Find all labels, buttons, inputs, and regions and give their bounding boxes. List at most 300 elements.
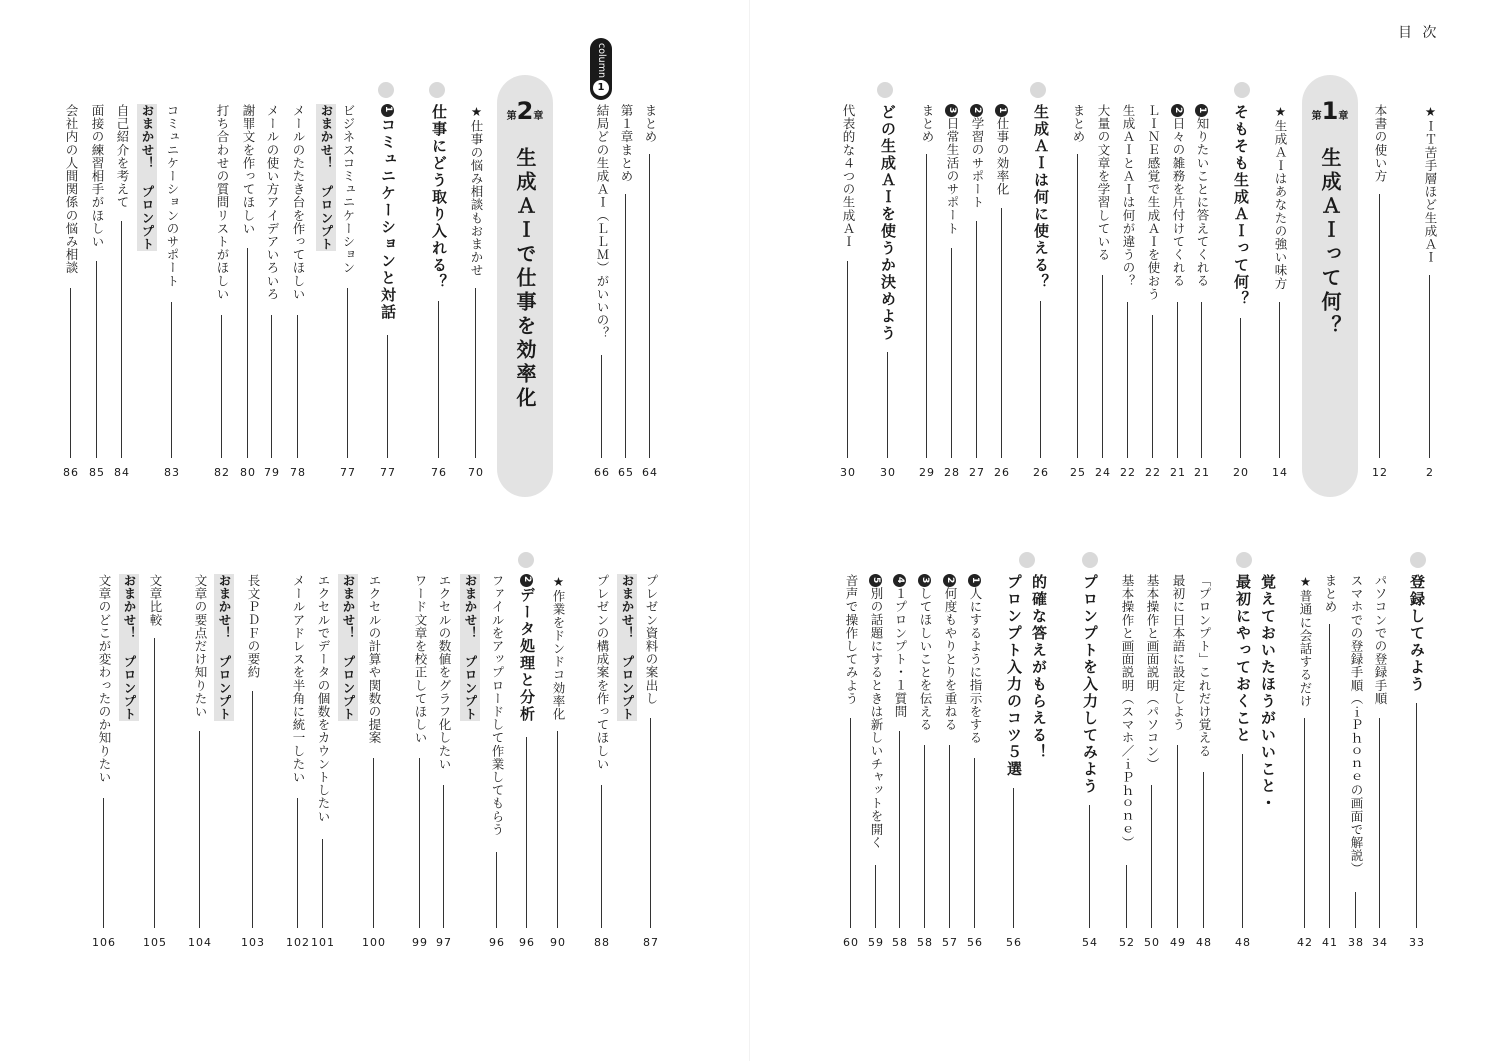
entry-title bbox=[967, 104, 987, 209]
page-number: 104 bbox=[188, 936, 212, 949]
toc-top-entry bbox=[838, 104, 858, 488]
page-number: 80 bbox=[240, 466, 256, 479]
entry-title bbox=[87, 104, 107, 248]
page-number: 97 bbox=[436, 936, 452, 949]
toc-top-entry bbox=[87, 104, 107, 488]
entry-number-badge: 3 bbox=[918, 574, 931, 587]
leader-line bbox=[387, 335, 388, 458]
entry-title bbox=[1093, 104, 1113, 261]
toc-bottom-entry bbox=[145, 574, 165, 958]
leader-line bbox=[926, 154, 927, 458]
entry-title bbox=[592, 104, 612, 340]
prompt-label bbox=[460, 574, 480, 721]
entry-text: 仕事にどう取り入れる？ bbox=[430, 104, 448, 291]
entry-text: 基本操作と画面説明（スマホ／ｉＰｈｏｎｅ） bbox=[1120, 574, 1135, 850]
leader-line bbox=[373, 758, 374, 928]
entry-number-badge: 1 bbox=[1195, 104, 1208, 117]
entry-text: おまかせ！ プロンプト bbox=[463, 574, 478, 721]
toc-bottom-entry bbox=[313, 574, 333, 958]
leader-line bbox=[951, 248, 952, 458]
entry-text: 音声で操作してみよう bbox=[844, 574, 859, 705]
leader-line bbox=[1001, 208, 1002, 458]
toc-top-entry bbox=[1270, 104, 1290, 488]
entry-text: そもそも生成ＡＩって何？ bbox=[1232, 104, 1250, 308]
section-heading bbox=[378, 104, 398, 321]
toc-top-entry bbox=[967, 104, 987, 488]
toc-top-entry bbox=[1168, 104, 1188, 488]
toc-bottom-entry bbox=[1407, 574, 1427, 958]
page-number: 42 bbox=[1297, 936, 1313, 949]
page-number: 30 bbox=[880, 466, 896, 479]
page-number: 54 bbox=[1082, 936, 1098, 949]
page-number: 96 bbox=[519, 936, 535, 949]
section-heading bbox=[1233, 574, 1253, 744]
entry-title bbox=[592, 574, 612, 771]
leader-line bbox=[1203, 772, 1204, 928]
entry-number-badge: 1 bbox=[968, 574, 981, 587]
toc-top-entry bbox=[61, 104, 81, 488]
section-dot bbox=[1410, 552, 1426, 568]
entry-text: 学習のサポート bbox=[970, 117, 985, 209]
entry-text: 最初にやっておくこと bbox=[1234, 574, 1252, 744]
toc-top-entry bbox=[466, 104, 486, 488]
section-heading bbox=[1231, 104, 1251, 308]
entry-title bbox=[640, 104, 660, 143]
toc-bottom-entry bbox=[866, 574, 886, 958]
toc-top-entry bbox=[162, 104, 182, 488]
entry-text: 基本操作と画面説明（パソコン） bbox=[1145, 574, 1160, 771]
entry-text: エクセルの計算や関数の提案 bbox=[367, 574, 382, 745]
page-number: 50 bbox=[1144, 936, 1160, 949]
page-number: 48 bbox=[1235, 936, 1251, 949]
entry-title bbox=[1420, 104, 1440, 264]
page-number: 64 bbox=[642, 466, 658, 479]
page-number: 105 bbox=[143, 936, 167, 949]
leader-line bbox=[601, 355, 602, 458]
toc-bottom-entry bbox=[1080, 574, 1100, 958]
page-number: 58 bbox=[917, 936, 933, 949]
entry-text: ★普通に会話するだけ bbox=[1298, 574, 1313, 708]
entry-number-badge: 2 bbox=[1171, 104, 1184, 117]
entry-title bbox=[1194, 574, 1214, 757]
entry-title bbox=[1118, 104, 1138, 287]
page-number: 38 bbox=[1348, 936, 1364, 949]
leader-line bbox=[974, 758, 975, 928]
leader-line bbox=[154, 638, 155, 928]
entry-text: コミュニケーションと対話 bbox=[379, 117, 397, 321]
entry-text: エクセルの数値をグラフ化したい bbox=[437, 574, 452, 771]
entry-text: 生成ＡＩとＡＩは何が違うの？ bbox=[1121, 104, 1136, 288]
section-heading bbox=[1258, 574, 1278, 812]
entry-text: メールのたたき台を作ってほしい bbox=[291, 104, 306, 301]
entry-title bbox=[288, 574, 308, 784]
page-number: 21 bbox=[1170, 466, 1186, 479]
page-number: 57 bbox=[942, 936, 958, 949]
entry-title bbox=[1295, 574, 1315, 708]
leader-line bbox=[850, 718, 851, 928]
toc-top-entry bbox=[429, 104, 449, 488]
leader-line bbox=[1379, 194, 1380, 458]
leader-line bbox=[70, 288, 71, 458]
section-dot bbox=[1236, 552, 1252, 568]
toc-bottom-entry bbox=[460, 574, 480, 958]
leader-line bbox=[438, 301, 439, 458]
entry-title bbox=[1168, 574, 1188, 731]
section-dot bbox=[1030, 82, 1046, 98]
section-dot bbox=[1019, 552, 1035, 568]
chapter-1-prefix: 第 bbox=[1311, 111, 1322, 122]
page-number: 58 bbox=[892, 936, 908, 949]
entry-text: 人にするように指示をする bbox=[968, 587, 983, 745]
entry-number-badge: 2 bbox=[970, 104, 983, 117]
entry-text: 会社内の人間関係の悩み相談 bbox=[64, 104, 79, 275]
page-number: 70 bbox=[468, 466, 484, 479]
page-number: 100 bbox=[362, 936, 386, 949]
leader-line bbox=[1355, 892, 1356, 928]
toc-top-entry bbox=[1231, 104, 1251, 488]
toc-bottom-entry bbox=[965, 574, 985, 958]
toc-bottom-entry bbox=[641, 574, 661, 958]
leader-line bbox=[1240, 318, 1241, 458]
leader-line bbox=[347, 288, 348, 458]
entry-text: ★仕事の悩み相談もおまかせ bbox=[469, 104, 484, 277]
entry-text: 自己紹介を考えて bbox=[115, 104, 130, 209]
leader-line bbox=[847, 261, 848, 458]
entry-text: 的確な答えがもらえる！ bbox=[1030, 574, 1048, 761]
entry-title bbox=[288, 104, 308, 301]
page-number: 25 bbox=[1070, 466, 1086, 479]
leader-line bbox=[557, 731, 558, 928]
toc-bottom-entry bbox=[243, 574, 263, 958]
prompt-label bbox=[137, 104, 157, 251]
page-number: 28 bbox=[944, 466, 960, 479]
entry-text: 文章のどこが変わったのか知りたい bbox=[97, 574, 112, 784]
entry-text: 日々の雑務を片付けてくれる bbox=[1171, 117, 1186, 288]
entry-text: 第１章まとめ bbox=[619, 104, 634, 183]
entry-text: 代表的な４つの生成ＡＩ bbox=[841, 104, 856, 249]
entry-title bbox=[112, 104, 132, 209]
entry-text: 仕事の効率化 bbox=[995, 117, 1010, 196]
entry-title bbox=[917, 104, 937, 143]
leader-line bbox=[1379, 718, 1380, 928]
section-heading bbox=[1004, 574, 1024, 778]
entry-text: プレゼン資料の案出し bbox=[644, 574, 659, 705]
page-number: 49 bbox=[1170, 936, 1186, 949]
entry-title bbox=[1370, 104, 1390, 183]
section-dot bbox=[429, 82, 445, 98]
entry-title bbox=[1320, 574, 1340, 613]
page-number: 99 bbox=[412, 936, 428, 949]
page-number: 56 bbox=[967, 936, 983, 949]
entry-title bbox=[866, 574, 886, 849]
entry-number-badge: 1 bbox=[381, 104, 394, 117]
section-dot bbox=[378, 82, 394, 98]
leader-line bbox=[1102, 275, 1103, 458]
page-number: 52 bbox=[1119, 936, 1135, 949]
leader-line bbox=[976, 221, 977, 458]
entry-title bbox=[940, 574, 960, 731]
page-number: 56 bbox=[1006, 936, 1022, 949]
leader-line bbox=[899, 731, 900, 928]
entry-text: まとめ bbox=[643, 104, 658, 144]
toc-heading: 目 次 bbox=[1398, 25, 1440, 41]
entry-text: おまかせ！ プロンプト bbox=[341, 574, 356, 721]
entry-title bbox=[162, 104, 182, 287]
page-number: 84 bbox=[114, 466, 130, 479]
entry-title bbox=[434, 574, 454, 771]
toc-bottom-entry bbox=[487, 574, 507, 958]
entry-title bbox=[1117, 574, 1137, 849]
entry-title bbox=[915, 574, 935, 731]
page-number: 34 bbox=[1372, 936, 1388, 949]
entry-title bbox=[338, 104, 358, 274]
toc-top-entry bbox=[1370, 104, 1390, 488]
toc-bottom-entry bbox=[94, 574, 114, 958]
entry-title bbox=[1143, 104, 1163, 301]
toc-top-entry bbox=[592, 104, 612, 488]
entry-title bbox=[1346, 574, 1366, 875]
entry-text: してほしいことを伝える bbox=[918, 587, 933, 732]
entry-text: ★作業をドンドコ効率化 bbox=[551, 574, 566, 721]
entry-title bbox=[94, 574, 114, 784]
entry-title bbox=[1270, 104, 1290, 290]
toc-top-entry bbox=[878, 104, 898, 488]
page-number: 77 bbox=[380, 466, 396, 479]
toc-bottom-entry bbox=[1370, 574, 1390, 958]
entry-title bbox=[548, 574, 568, 721]
leader-line bbox=[625, 194, 626, 458]
chapter-1-title: 生成ＡＩって何？ bbox=[1318, 147, 1342, 339]
entry-title bbox=[965, 574, 985, 744]
entry-text: 大量の文章を学習している bbox=[1096, 104, 1111, 262]
chapter-1-badge bbox=[1302, 75, 1358, 497]
toc-bottom-entry bbox=[1168, 574, 1188, 958]
page-number: 27 bbox=[969, 466, 985, 479]
leader-line bbox=[297, 798, 298, 928]
toc-top-entry bbox=[616, 104, 636, 488]
page-number: 87 bbox=[643, 936, 659, 949]
page-number: 22 bbox=[1120, 466, 1136, 479]
entry-text: 「プロンプト」これだけ覚える bbox=[1197, 574, 1212, 758]
entry-text: ＬＩＮＥ感覚で生成ＡＩを使おう bbox=[1146, 104, 1161, 301]
leader-line bbox=[1242, 754, 1243, 928]
toc-bottom-entry bbox=[548, 574, 568, 958]
toc-bottom-entry bbox=[288, 574, 308, 958]
entry-title bbox=[212, 104, 232, 301]
toc-top-entry bbox=[1192, 104, 1212, 488]
toc-bottom-entry bbox=[890, 574, 910, 958]
section-heading bbox=[1407, 574, 1427, 693]
entry-text: 面接の練習相手がほしい bbox=[90, 104, 105, 249]
section-dot bbox=[877, 82, 893, 98]
toc-bottom-entry bbox=[1346, 574, 1366, 958]
entry-text: プロンプトを入力してみよう bbox=[1081, 574, 1099, 795]
leader-line bbox=[949, 745, 950, 928]
toc-top-entry bbox=[1068, 104, 1088, 488]
leader-line bbox=[601, 785, 602, 928]
leader-line bbox=[1127, 302, 1128, 458]
leader-line bbox=[475, 288, 476, 458]
leader-line bbox=[1329, 624, 1330, 928]
section-dot bbox=[518, 552, 534, 568]
page-number: 76 bbox=[431, 466, 447, 479]
entry-text: おまかせ！ プロンプト bbox=[217, 574, 232, 721]
toc-top-entry bbox=[238, 104, 258, 488]
leader-line bbox=[171, 302, 172, 458]
section-heading bbox=[1080, 574, 1100, 795]
page-number: 96 bbox=[489, 936, 505, 949]
entry-text: 謝罪文を作ってほしい bbox=[241, 104, 256, 235]
entry-text: まとめ bbox=[1071, 104, 1086, 144]
toc-bottom-entry bbox=[1233, 574, 1253, 958]
page-number: 12 bbox=[1372, 466, 1388, 479]
leader-line bbox=[1416, 703, 1417, 928]
entry-text: 日常生活のサポート bbox=[945, 117, 960, 235]
entry-text: どの生成ＡＩを使うか決めよう bbox=[879, 104, 897, 342]
toc-bottom-entry bbox=[1029, 574, 1049, 958]
entry-title bbox=[364, 574, 384, 744]
entry-text: 長文ＰＤＦの要約 bbox=[246, 574, 261, 679]
page-number: 78 bbox=[290, 466, 306, 479]
toc-bottom-entry bbox=[592, 574, 612, 958]
toc-top-entry bbox=[262, 104, 282, 488]
page-number: 82 bbox=[214, 466, 230, 479]
page-number: 65 bbox=[618, 466, 634, 479]
entry-title bbox=[1168, 104, 1188, 287]
entry-title bbox=[61, 104, 81, 274]
entry-title bbox=[841, 574, 861, 705]
entry-title bbox=[641, 574, 661, 705]
section-dot bbox=[1082, 552, 1098, 568]
entry-number-badge: 5 bbox=[869, 574, 882, 587]
toc-bottom-entry bbox=[841, 574, 861, 958]
leader-line bbox=[221, 315, 222, 458]
chapter-2-prefix: 第 bbox=[506, 111, 517, 122]
leader-line bbox=[1279, 302, 1280, 458]
page-number: 77 bbox=[340, 466, 356, 479]
toc-top-entry bbox=[378, 104, 398, 488]
prompt-label bbox=[617, 574, 637, 721]
leader-line bbox=[1089, 805, 1090, 928]
entry-text: 別の話題にするときは新しいチャットを開く bbox=[869, 587, 884, 849]
entry-text: エクセルでデータの個数をカウントしたい bbox=[316, 574, 331, 823]
entry-text: 文章比較 bbox=[148, 574, 163, 627]
leader-line bbox=[496, 852, 497, 928]
page-number: 2 bbox=[1426, 466, 1434, 479]
column-label: column bbox=[596, 43, 607, 78]
chapter-2-badge bbox=[497, 75, 553, 497]
page-number: 33 bbox=[1409, 936, 1425, 949]
entry-title bbox=[838, 104, 858, 248]
leader-line bbox=[1177, 302, 1178, 458]
chapter-2-number: 2 bbox=[516, 97, 534, 125]
page-number: 59 bbox=[868, 936, 884, 949]
entry-number-badge: 4 bbox=[893, 574, 906, 587]
toc-top-entry bbox=[112, 104, 132, 488]
page-number: 101 bbox=[311, 936, 335, 949]
leader-line bbox=[1177, 745, 1178, 928]
entry-text: おまかせ！ プロンプト bbox=[319, 104, 334, 251]
toc-bottom-entry bbox=[1142, 574, 1162, 958]
entry-text: ★ＩＴ苦手層ほど生成ＡＩ bbox=[1423, 104, 1438, 264]
entry-text: 知りたいことに答えてくれる bbox=[1195, 117, 1210, 288]
leader-line bbox=[247, 248, 248, 458]
leader-line bbox=[650, 718, 651, 928]
entry-text: 最初に日本語に設定しよう bbox=[1171, 574, 1186, 732]
entry-text: おまかせ！ プロンプト bbox=[122, 574, 137, 721]
entry-text: 結局どの生成ＡＩ（ＬＬＭ）がいいの？ bbox=[595, 104, 610, 340]
entry-text: ワード文章を校正してほしい bbox=[413, 574, 428, 745]
leader-line bbox=[443, 785, 444, 928]
page-number: 85 bbox=[89, 466, 105, 479]
chapter-2-title: 生成ＡＩで仕事を効率化 bbox=[513, 147, 537, 411]
toc-bottom-entry bbox=[940, 574, 960, 958]
page-number: 26 bbox=[994, 466, 1010, 479]
leader-line bbox=[1429, 275, 1430, 458]
toc-bottom-entry bbox=[214, 574, 234, 958]
toc-bottom-entry bbox=[434, 574, 454, 958]
leader-line bbox=[1040, 301, 1041, 458]
entry-text: メールの使い方アイデアいろいろ bbox=[265, 104, 280, 301]
page-number: 79 bbox=[264, 466, 280, 479]
toc-top-entry bbox=[212, 104, 232, 488]
toc-bottom-entry bbox=[1320, 574, 1340, 958]
toc-bottom-entry bbox=[338, 574, 358, 958]
prompt-label bbox=[316, 104, 336, 251]
prompt-label bbox=[119, 574, 139, 721]
page-number: 88 bbox=[594, 936, 610, 949]
toc-bottom-entry bbox=[190, 574, 210, 958]
entry-text: まとめ bbox=[920, 104, 935, 144]
page-number: 102 bbox=[286, 936, 310, 949]
entry-title bbox=[942, 104, 962, 235]
entry-text: 本書の使い方 bbox=[1373, 104, 1388, 183]
entry-text: ファイルをアップロードして作業してもらう bbox=[490, 574, 505, 836]
toc-bottom-entry bbox=[364, 574, 384, 958]
entry-title bbox=[616, 104, 636, 183]
toc-bottom-entry bbox=[1258, 574, 1278, 958]
page-number: 30 bbox=[840, 466, 856, 479]
entry-title bbox=[992, 104, 1012, 196]
entry-text: まとめ bbox=[1323, 574, 1338, 614]
leader-line bbox=[887, 352, 888, 458]
page-number: 14 bbox=[1272, 466, 1288, 479]
page-number: 29 bbox=[919, 466, 935, 479]
chapter-1-suffix: 章 bbox=[1338, 111, 1349, 122]
entry-text: スマホでの登録手順（ｉＰｈｏｎｅの画面で解説） bbox=[1349, 574, 1364, 876]
leader-line bbox=[322, 839, 323, 928]
page-number: 60 bbox=[843, 936, 859, 949]
page-number: 22 bbox=[1145, 466, 1161, 479]
leader-line bbox=[103, 798, 104, 928]
leader-line bbox=[1077, 154, 1078, 458]
entry-title bbox=[487, 574, 507, 836]
toc-bottom-entry bbox=[410, 574, 430, 958]
page-number: 41 bbox=[1322, 936, 1338, 949]
page-number: 20 bbox=[1233, 466, 1249, 479]
entry-number-badge: 3 bbox=[945, 104, 958, 117]
toc-top-entry bbox=[338, 104, 358, 488]
entry-text: プレゼンの構成案を作ってほしい bbox=[595, 574, 610, 771]
page-gutter bbox=[749, 0, 750, 1061]
toc-bottom-entry bbox=[617, 574, 637, 958]
toc-bottom-entry bbox=[1004, 574, 1024, 958]
page-number: 66 bbox=[594, 466, 610, 479]
entry-title bbox=[1142, 574, 1162, 771]
leader-line bbox=[121, 221, 122, 458]
entry-text: メールアドレスを半角に統一したい bbox=[291, 574, 306, 784]
toc-top-entry bbox=[137, 104, 157, 488]
